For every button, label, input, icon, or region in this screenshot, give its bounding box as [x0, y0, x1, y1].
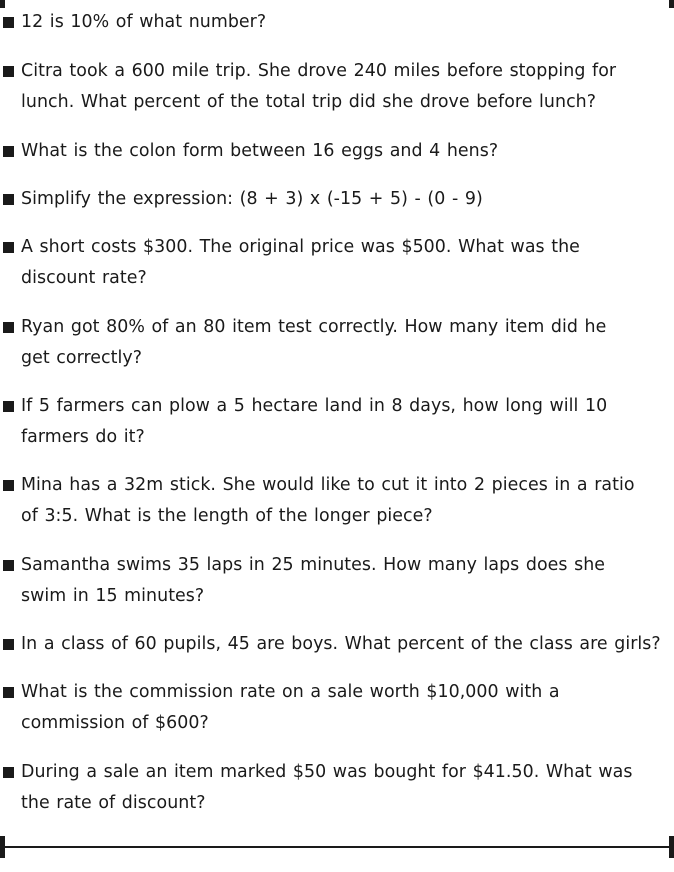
- square-bullet-icon: [3, 242, 14, 253]
- square-bullet-icon: [3, 17, 14, 28]
- square-bullet-icon: [3, 767, 14, 778]
- square-bullet-icon: [3, 401, 14, 412]
- square-bullet-icon: [3, 560, 14, 571]
- bottom-divider-line: [0, 846, 674, 848]
- bottom-rule-right-end: [669, 836, 674, 858]
- square-bullet-icon: [3, 687, 14, 698]
- question-text: Ryan got 80% of an 80 item test correctly. How many item did he get correctly?: [21, 317, 607, 368]
- square-bullet-icon: [3, 146, 14, 157]
- question-text: Simplify the expression: (8 + 3) x (-15 + 5) - (0 - 9): [21, 189, 483, 209]
- square-bullet-icon: [3, 194, 14, 205]
- square-bullet-icon: [3, 480, 14, 491]
- question-text: What is the colon form between 16 eggs and 4 hens?: [21, 141, 499, 161]
- square-bullet-icon: [3, 639, 14, 650]
- question-text: A short costs $300. The original price was $500. What was the discount rate?: [21, 237, 580, 288]
- square-bullet-icon: [3, 66, 14, 77]
- question-text: Samantha swims 35 laps in 25 minutes. How many laps does she swim in 15 minutes?: [21, 555, 606, 606]
- square-bullet-icon: [3, 322, 14, 333]
- question-text: In a class of 60 pupils, 45 are boys. What percent of the class are girls?: [21, 634, 661, 654]
- question-text: If 5 farmers can plow a 5 hectare land in 8 days, how long will 10 farmers do it?: [21, 396, 608, 447]
- question-text: During a sale an item marked $50 was bought for $41.50. What was the rate of discount?: [21, 762, 633, 813]
- question-text: 12 is 10% of what number?: [21, 12, 267, 32]
- question-text: What is the commission rate on a sale worth $10,000 with a commission of $600?: [21, 682, 560, 733]
- question-text: Citra took a 600 mile trip. She drove 240 miles before stopping for lunch. What percent of the total trip did she drove before lunch?: [21, 61, 617, 112]
- question-text: Mina has a 32m stick. She would like to cut it into 2 pieces in a ratio of 3:5. What is the length of the longer piece?: [21, 475, 635, 526]
